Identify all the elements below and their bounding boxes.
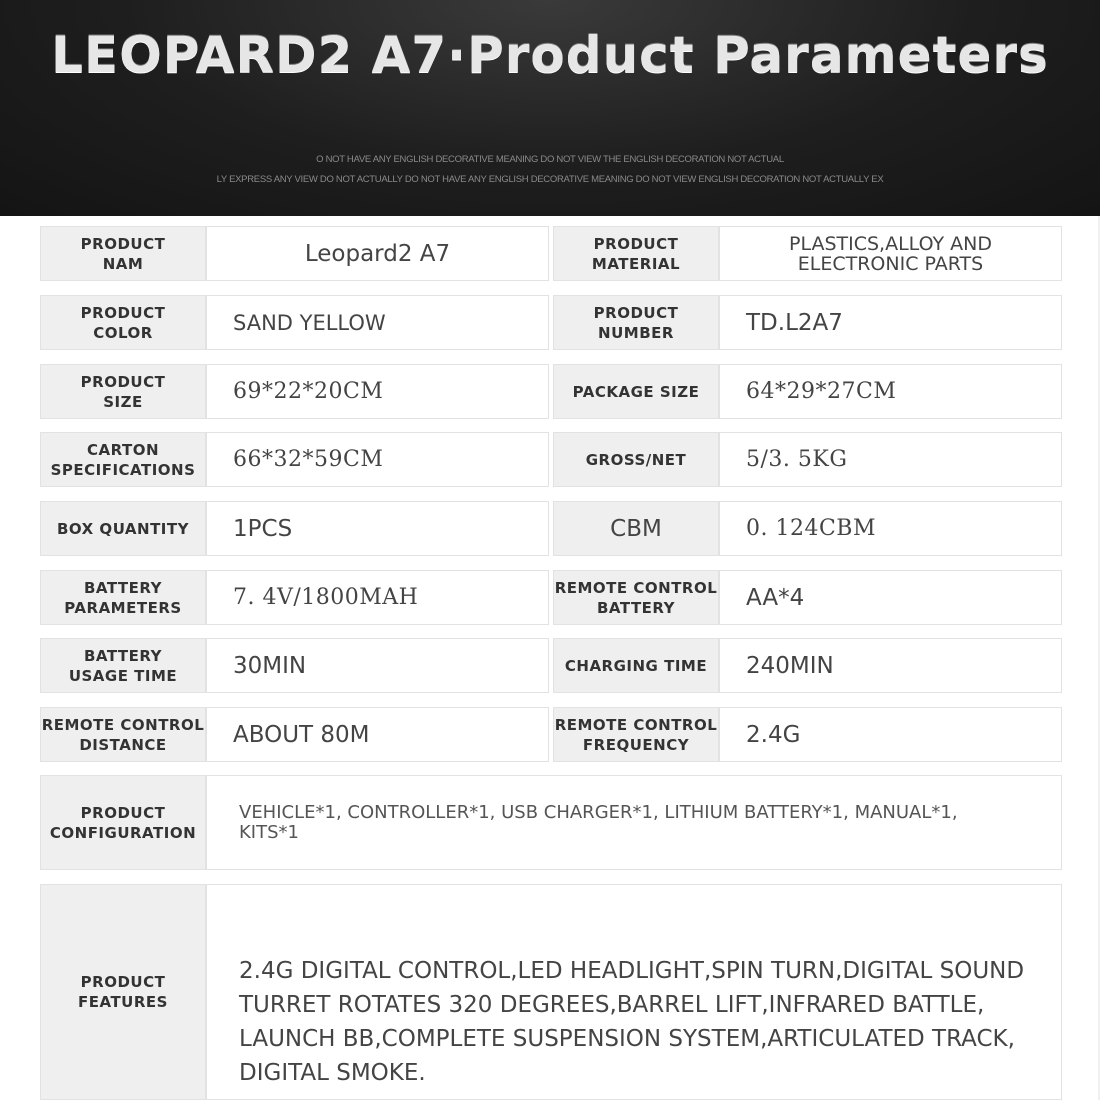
value-battery-usage-time: 30MIN [206,638,549,693]
header-subtitle-line-1: O NOT HAVE ANY ENGLISH DECORATIVE MEANING DO NOT VIEW THE ENGLISH DECORATION NOT ACTUAL [316,154,784,165]
value-product-configuration: VEHICLE*1, CONTROLLER*1, USB CHARGER*1, LITHIUM BATTERY*1, MANUAL*1, KITS*1 [206,775,1062,870]
label-product-number: PRODUCT NUMBER [553,295,719,350]
value-product-color: SAND YELLOW [206,295,549,350]
label-carton-specifications: CARTON SPECIFICATIONS [40,432,206,487]
label-remote-control-frequency: REMOTE CONTROL FREQUENCY [553,707,719,762]
header-banner [0,0,1100,216]
label-product-configuration: PRODUCT CONFIGURATION [40,775,206,870]
label-product-color: PRODUCT COLOR [40,295,206,350]
table-row-product-configuration [40,775,1062,870]
value-product-features: 2.4G DIGITAL CONTROL,LED HEADLIGHT,SPIN TURN,DIGITAL SOUND TURRET ROTATES 320 DEGREES,BARREL LIFT,INFRARED BATTLE, LAUNCH BB,COMPLETE SUSPENSION SYSTEM,ARTICULATED TRACK, DIGITAL SMOKE. [206,884,1062,1100]
value-package-size: 64*29*27CM [719,364,1062,419]
header-subtitle-line-2: LY EXPRESS ANY VIEW DO NOT ACTUALLY DO NOT HAVE ANY ENGLISH DECORATIVE MEANING DO NOT VIEW ENGLISH DECORATION NOT ACTUALLY EX [216,174,884,185]
table-row-product-color [40,295,1062,350]
table-row-battery-parameters [40,570,1062,625]
value-remote-control-battery: AA*4 [719,570,1062,625]
value-charging-time: 240MIN [719,638,1062,693]
table-row-box-quantity [40,501,1062,556]
table-row-product-size [40,364,1062,419]
label-box-quantity: BOX QUANTITY [40,501,206,556]
table-row-product-name [40,226,1062,281]
label-remote-control-distance: REMOTE CONTROL DISTANCE [40,707,206,762]
label-cbm: CBM [553,501,719,556]
value-product-size: 69*22*20CM [206,364,549,419]
value-carton-specifications: 66*32*59CM [206,432,549,487]
value-remote-control-frequency: 2.4G [719,707,1062,762]
label-charging-time: CHARGING TIME [553,638,719,693]
value-product-name: Leopard2 A7 [206,226,549,281]
table-row-product-features [40,884,1062,1114]
value-battery-parameters: 7. 4V/1800MAH [206,570,549,625]
label-product-size: PRODUCT SIZE [40,364,206,419]
value-box-quantity: 1PCS [206,501,549,556]
value-remote-control-distance: ABOUT 80M [206,707,549,762]
label-battery-parameters: BATTERY PARAMETERS [40,570,206,625]
label-battery-usage-time: BATTERY USAGE TIME [40,638,206,693]
table-row-carton-specifications [40,432,1062,487]
label-product-name: PRODUCT NAM [40,226,206,281]
value-product-number: TD.L2A7 [719,295,1062,350]
value-gross-net: 5/3. 5KG [719,432,1062,487]
label-product-features: PRODUCT FEATURES [40,884,206,1100]
label-product-material: PRODUCT MATERIAL [553,226,719,281]
table-row-remote-control-distance [40,707,1062,762]
label-remote-control-battery: REMOTE CONTROL BATTERY [553,570,719,625]
page-title: LEOPARD2 A7·Product Parameters [51,26,1049,84]
label-gross-net: GROSS/NET [553,432,719,487]
value-cbm: 0. 124CBM [719,501,1062,556]
table-row-battery-usage-time [40,638,1062,693]
value-product-material: PLASTICS,ALLOY AND ELECTRONIC PARTS [719,226,1062,281]
label-package-size: PACKAGE SIZE [553,364,719,419]
